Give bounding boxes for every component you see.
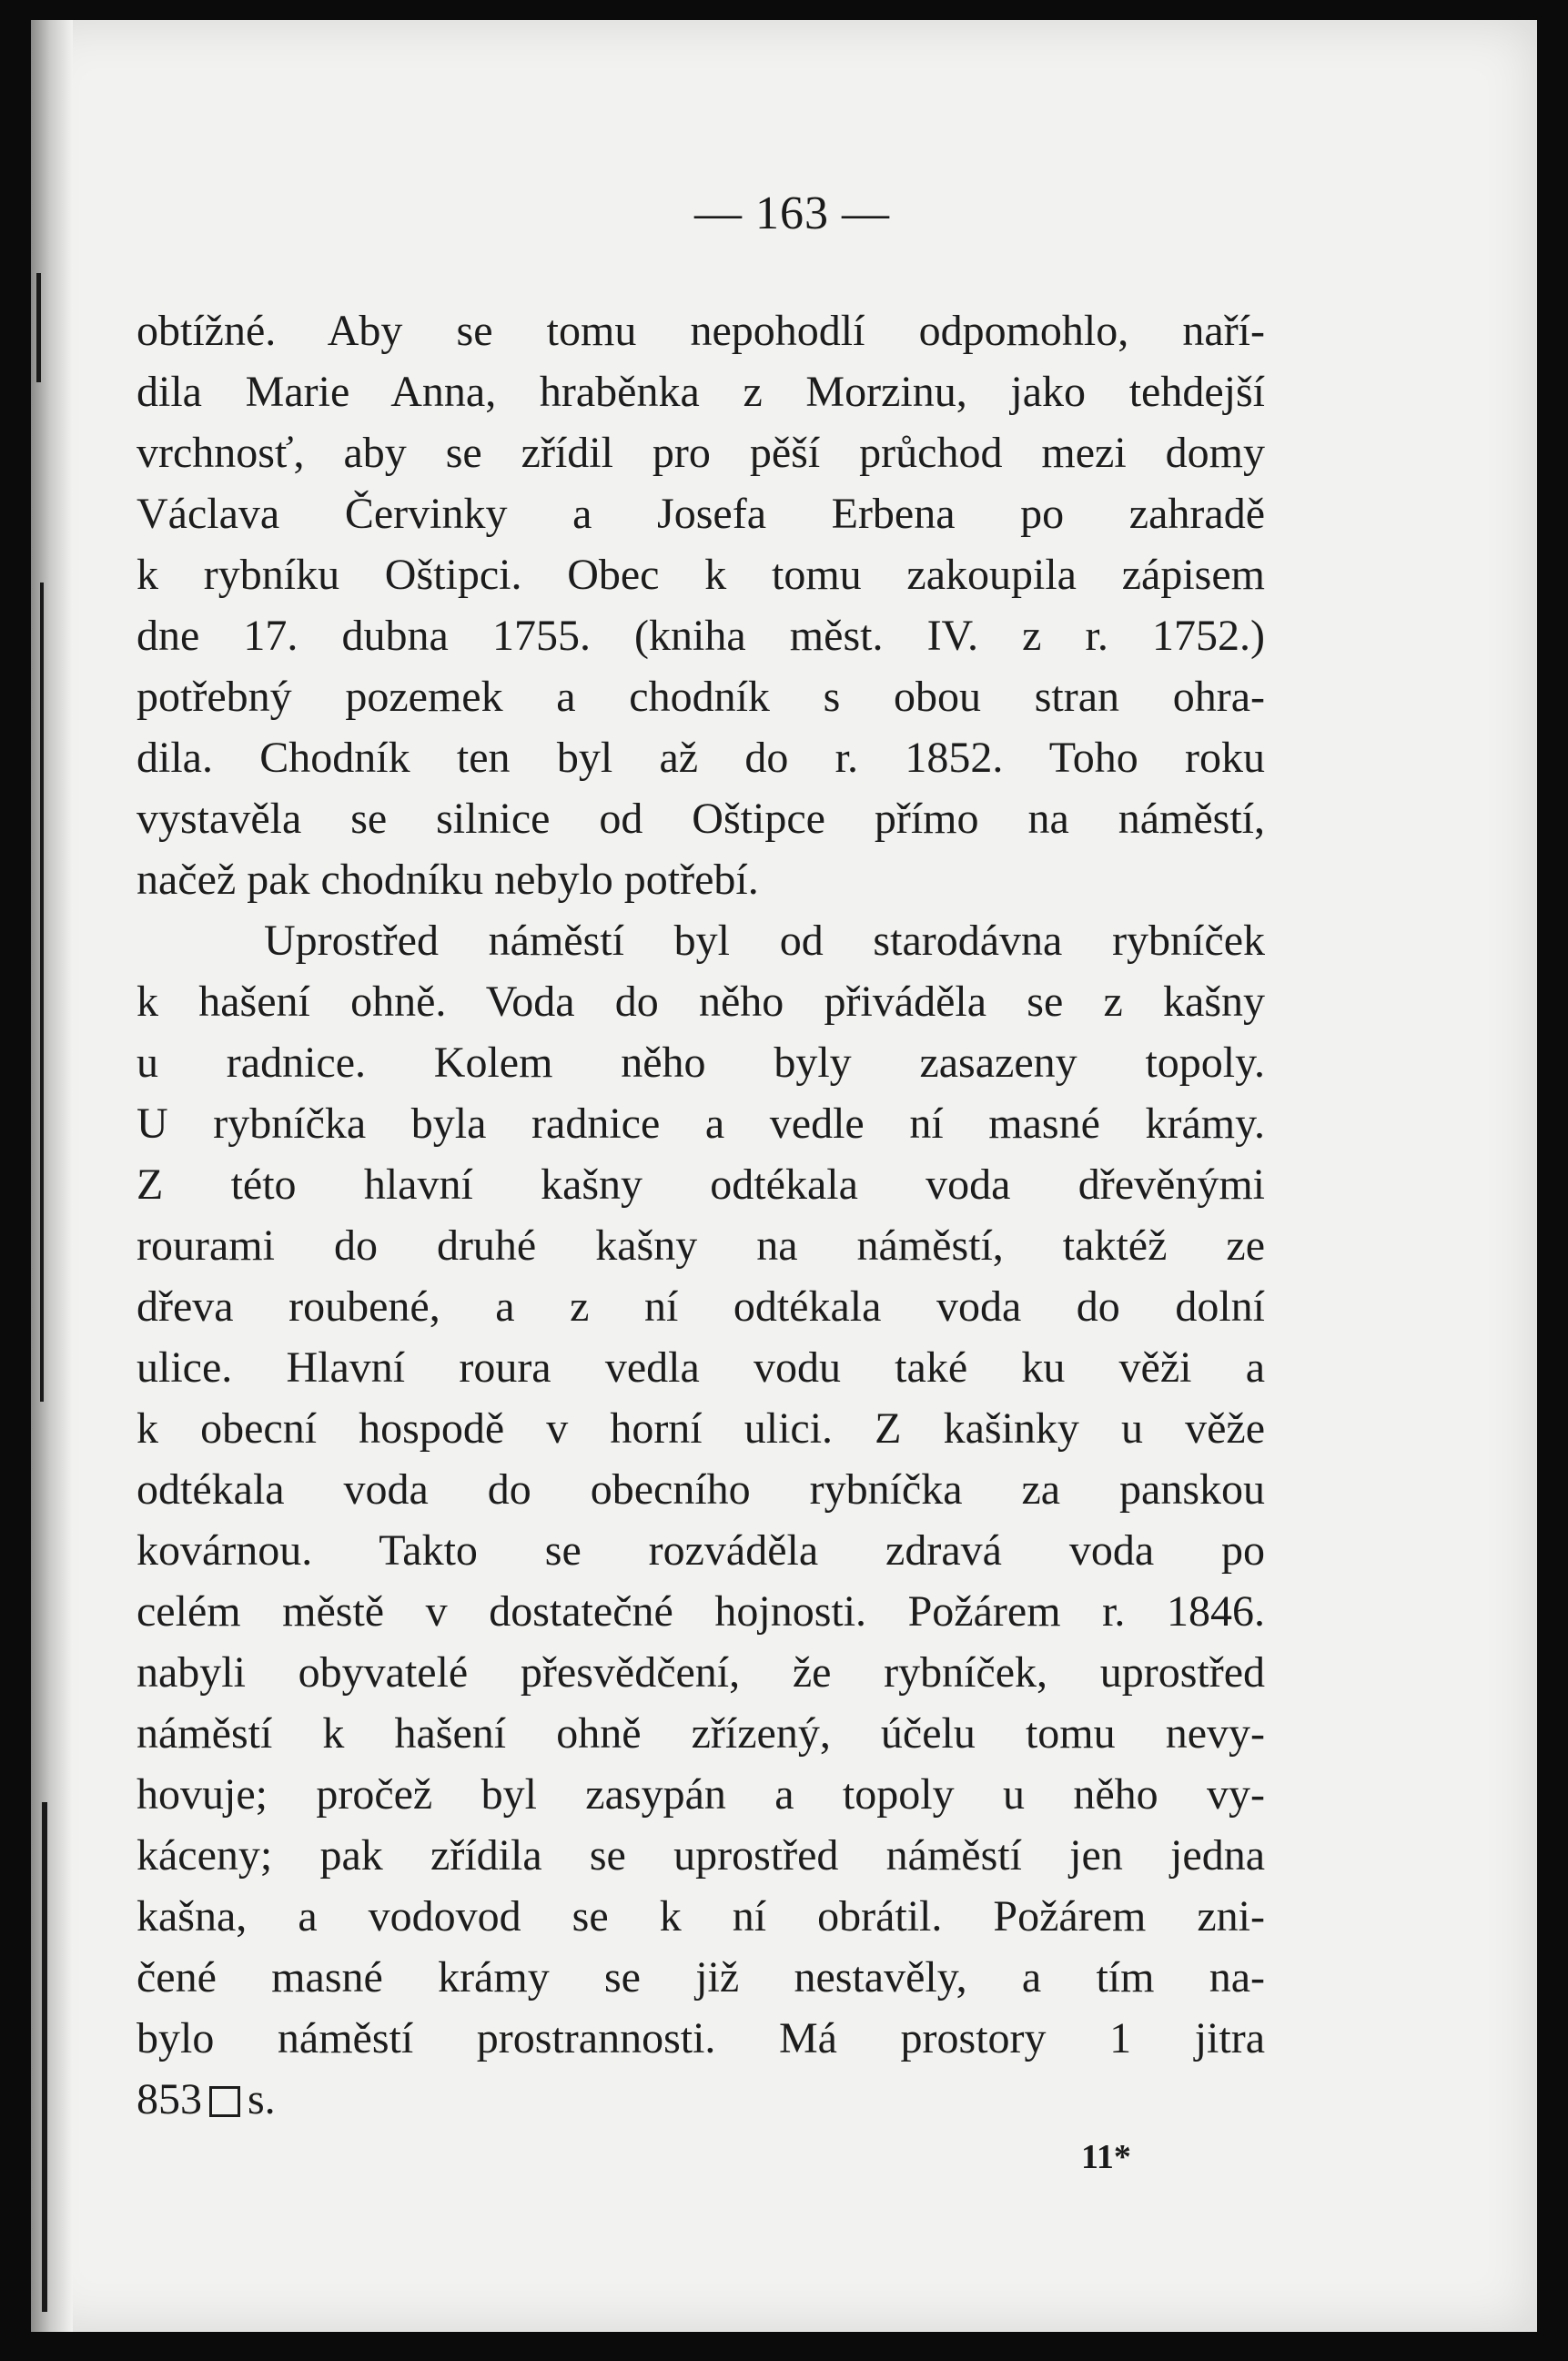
text-line: potřebný pozemek a chodník s obou stran ohra- bbox=[137, 673, 1265, 721]
text-line: dila. Chodník ten byl až do r. 1852. Toho roku bbox=[137, 734, 1265, 782]
edge-mark bbox=[42, 1802, 47, 2312]
text-line: káceny; pak zřídila se uprostřed náměstí jen jedna bbox=[137, 1831, 1265, 1880]
text-line: kovárnou. Takto se rozváděla zdravá voda po bbox=[137, 1526, 1265, 1575]
edge-mark bbox=[36, 273, 41, 382]
text-line: Uprostřed náměstí byl od starodávna rybníček bbox=[264, 917, 1265, 965]
text-line: k obecní hospodě v horní ulici. Z kašinky u věže bbox=[137, 1404, 1265, 1453]
text-line: u radnice. Kolem něho byly zasazeny topoly. bbox=[137, 1039, 1265, 1087]
text-line: odtékala voda do obecního rybníčka za panskou bbox=[137, 1465, 1265, 1514]
text-line: čené masné krámy se již nestavěly, a tím na- bbox=[137, 1953, 1265, 2001]
text-line: bylo náměstí prostrannosti. Má prostory 1 jitra bbox=[137, 2014, 1265, 2062]
text-line: hovuje; pročež byl zasypán a topoly u něho vy- bbox=[137, 1770, 1265, 1819]
text-line: obtížné. Aby se tomu nepohodlí odpomohlo, naří- bbox=[137, 307, 1265, 355]
signature-mark: 11* bbox=[1081, 2138, 1131, 2176]
text-line: Z této hlavní kašny odtékala voda dřevěnými bbox=[137, 1160, 1265, 1209]
text-line: celém městě v dostatečné hojnosti. Požárem r. 1846. bbox=[137, 1587, 1265, 1636]
text-line-final bbox=[137, 2069, 1265, 2130]
text-line: rourami do druhé kašny na náměstí, taktéž ze bbox=[137, 1221, 1265, 1270]
text-line: Václava Červinky a Josefa Erbena po zahradě bbox=[137, 490, 1265, 538]
text-line: dne 17. dubna 1755. (kniha měst. IV. z r. 1752.) bbox=[137, 612, 1265, 660]
text-line: nabyli obyvatelé přesvědčení, že rybníček, uprostřed bbox=[137, 1648, 1265, 1697]
text-line: náměstí k hašení ohně zřízený, účelu tomu nevy- bbox=[137, 1709, 1265, 1758]
text-line: dila Marie Anna, hraběnka z Morzinu, jako tehdejší bbox=[137, 368, 1265, 416]
text-line: vystavěla se silnice od Oštipce přímo na náměstí, bbox=[137, 795, 1265, 843]
text-line: dřeva roubené, a z ní odtékala voda do dolní bbox=[137, 1282, 1265, 1331]
text-line: načež pak chodníku nebylo potřebí. bbox=[137, 856, 759, 904]
running-head: — 163 — bbox=[694, 187, 890, 239]
text-line: k rybníku Oštipci. Obec k tomu zakoupila zápisem bbox=[137, 551, 1265, 599]
body-text bbox=[137, 300, 1265, 2130]
area-value: 853 bbox=[137, 2075, 202, 2123]
text-line: kašna, a vodovod se k ní obrátil. Požárem zni- bbox=[137, 1892, 1265, 1940]
text-line: ulice. Hlavní roura vedla vodu také ku věži a bbox=[137, 1343, 1265, 1392]
area-unit: s. bbox=[248, 2075, 276, 2123]
text-line: vrchnosť, aby se zřídil pro pěší průchod mezi domy bbox=[137, 429, 1265, 477]
text-line: k hašení ohně. Voda do něho přiváděla se z kašny bbox=[137, 978, 1265, 1026]
square-unit-icon bbox=[209, 2086, 240, 2117]
edge-mark bbox=[40, 583, 44, 1402]
text-line: U rybníčka byla radnice a vedle ní masné krámy. bbox=[137, 1099, 1265, 1148]
